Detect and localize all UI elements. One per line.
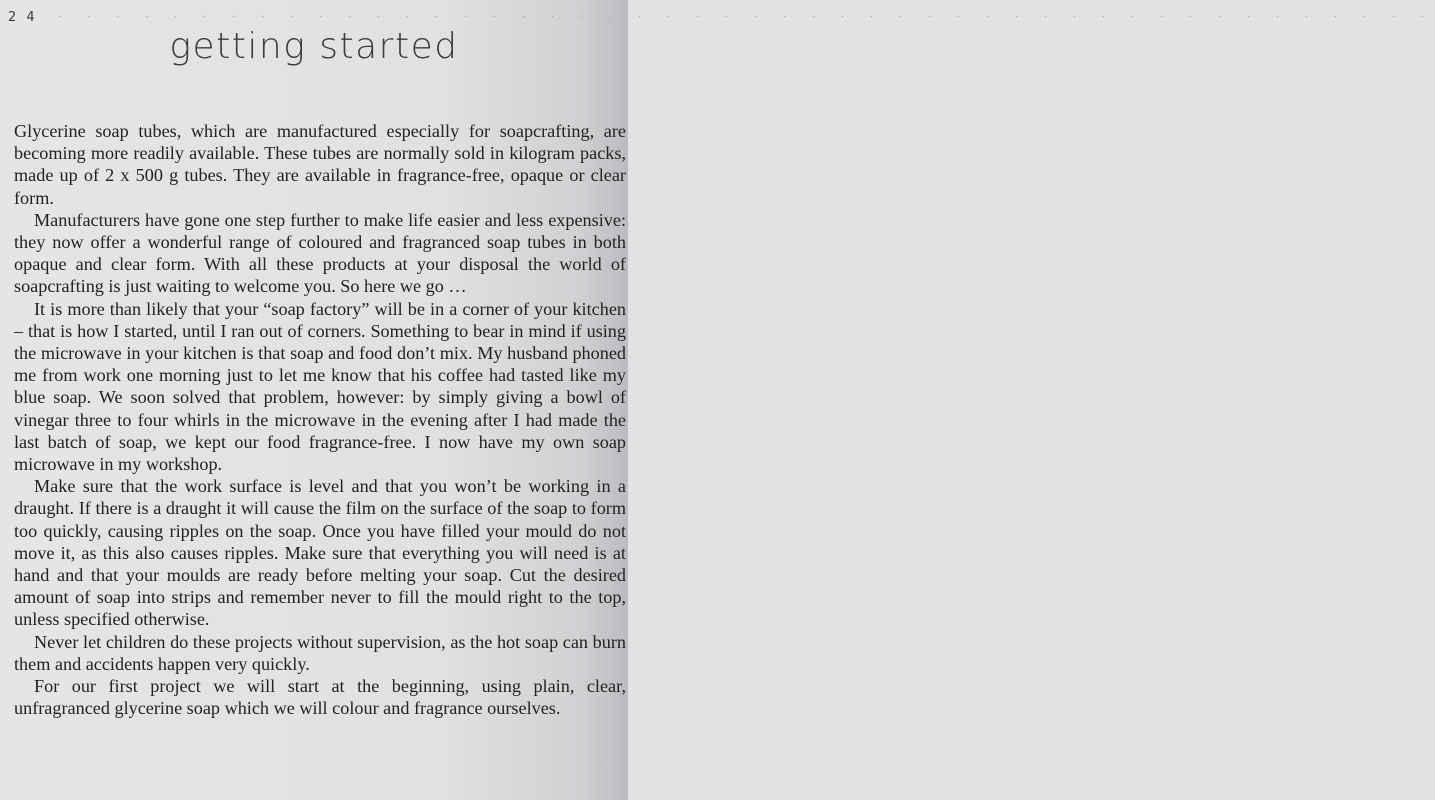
page-number: 2 4 [8, 10, 38, 25]
paragraph-first-project: For our first project we will start at the beginning, using plain, clear, unfragranced glycerine soap which we will colour and fragrance ourselves. [14, 676, 626, 719]
paragraph-soap-factory: It is more than likely that your “soap factory” will be in a corner of your kitchen – that is how I started, until I ran out of corners. Something to bear in mind if using the microwave in your kitchen is that soap and food don’t mix. My husband phoned me from work one morning just to let me know that his coffee had tasted like my blue soap. We soon solved that problem, however: by simply giving a bowl of vinegar three to four whirls in the microwave in the evening after I had made the last batch of soap, we kept our food fragrance-free. I now have my own soap microwave in my workshop. [14, 298, 626, 475]
paragraph-work-surface: Make sure that the work surface is level and that you won’t be working in a draught. If there is a draught it will cause the film on the surface of the soap to form too quickly, causing ripples on the soap. Once you have filled your mould do not move it, as this also causes ripples. Make sure that everything you will need is at hand and that your moulds are ready before melting your soap. Cut the desired amount of soap into strips and remember never to fill the mould right to the top, unless specified otherwise. [14, 476, 626, 630]
paragraph-manufacturers: Manufacturers have gone one step further to make life easier and less expensive: they now offer a wonderful range of coloured and fragranced soap tubes in both opaque and clear form. With all these products at your disposal the world of soapcrafting is just waiting to welcome you. So here we go … [14, 209, 626, 297]
paragraph-children-warning: Never let children do these projects without supervision, as the hot soap can burn them and accidents happen very quickly. [14, 631, 626, 674]
paragraph-intro: Glycerine soap tubes, which are manufactured especially for soapcrafting, are becoming more readily available. These tubes are normally sold in kilogram packs, made up of 2 x 500 g tubes. They are available in fragrance-free, opaque or clear form. [14, 121, 626, 208]
body-text [14, 120, 626, 719]
header-dot-rule: · · · · · · · · · · · · · · · · · · · · · · · · · · · · · · · · · · · · · · · · · · · · · · · · [58, 10, 1435, 23]
page-title: getting started [169, 26, 459, 67]
